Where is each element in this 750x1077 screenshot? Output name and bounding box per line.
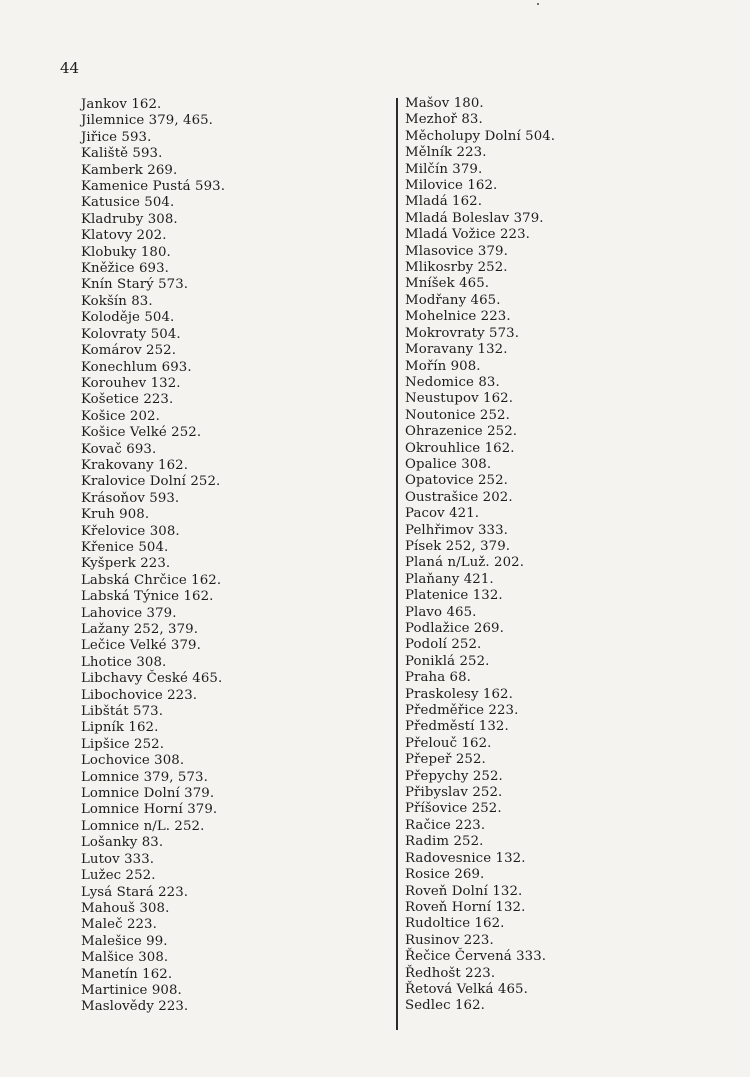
index-entry: Řečice Červená 333. <box>405 949 547 965</box>
index-entry: Krásoňov 593. <box>81 490 180 506</box>
index-entry: Přelouč 162. <box>405 735 492 751</box>
index-entry: Přepeř 252. <box>405 752 486 768</box>
index-entry: Manetín 162. <box>81 966 173 982</box>
index-entry: Mohelnice 223. <box>405 309 511 325</box>
index-entry: Radim 252. <box>405 834 484 850</box>
index-entry: Komárov 252. <box>81 343 177 359</box>
index-entry: Mladá 162. <box>405 194 483 210</box>
index-entry: Rosice 269. <box>405 867 485 883</box>
index-entry: Košice 202. <box>81 408 160 424</box>
index-entry: Libchavy České 465. <box>81 671 223 687</box>
index-entry: Mokrovraty 573. <box>405 325 520 341</box>
index-entry: Labská Chrčice 162. <box>81 572 222 588</box>
index-entry: Jankov 162. <box>81 97 162 112</box>
index-entry: Pacov 421. <box>405 506 480 522</box>
index-entry: Maleč 223. <box>81 917 157 933</box>
index-entry: Okrouhlice 162. <box>405 440 515 456</box>
index-entry: Kolovraty 504. <box>81 326 181 342</box>
index-entry: Klobuky 180. <box>81 244 171 260</box>
index-entry: Jilemnice 379, 465. <box>81 113 214 129</box>
index-entry: Rusinov 223. <box>405 932 494 948</box>
index-entry: Předměřice 223. <box>405 703 519 719</box>
index-entry: Roveň Horní 132. <box>405 899 526 915</box>
index-entry: Košetice 223. <box>81 392 174 408</box>
index-entry: Předměstí 132. <box>405 719 509 735</box>
index-entry: Kladruby 308. <box>81 211 178 227</box>
index-entry: Mašov 180. <box>405 96 484 111</box>
index-entry: Košice Velké 252. <box>81 425 202 441</box>
index-entry: Poniklá 252. <box>405 653 490 669</box>
index-entry: Jiřice 593. <box>81 129 152 145</box>
paper-speck <box>537 3 539 5</box>
index-entry: Nedomice 83. <box>405 374 500 390</box>
index-entry: Podlažice 269. <box>405 621 504 636</box>
index-entry: Písek 252, 379. <box>405 538 511 554</box>
index-entry: Libštát 573. <box>81 704 164 720</box>
index-entry: Oustrašice 202. <box>405 489 513 505</box>
index-entry: Knín Starý 573. <box>81 277 189 293</box>
index-entry: Radovesnice 132. <box>405 850 526 866</box>
left-index-column <box>81 97 225 1016</box>
index-entry: Kokšín 83. <box>81 293 153 309</box>
index-entry: Mezhoř 83. <box>405 112 483 128</box>
column-divider <box>396 98 398 1030</box>
index-entry: Lhotice 308. <box>81 654 167 670</box>
index-entry: Modřany 465. <box>405 292 501 308</box>
right-index-column <box>405 96 555 1015</box>
index-entry: Mělník 223. <box>405 145 487 161</box>
index-entry: Mahouš 308. <box>81 900 170 916</box>
index-entry: Praskolesy 162. <box>405 686 513 702</box>
index-entry: Martinice 908. <box>81 982 182 998</box>
index-entry: Řetová Velká 465. <box>405 981 528 997</box>
index-entry: Lipšice 252. <box>81 736 165 752</box>
index-entry: Platenice 132. <box>405 588 503 604</box>
index-entry: Lutov 333. <box>81 851 155 867</box>
index-entry: Lysá Stará 223. <box>81 884 189 900</box>
index-entry: Neustupov 162. <box>405 391 514 407</box>
index-entry: Kovač 693. <box>81 441 157 457</box>
index-entry: Pelhřimov 333. <box>405 522 509 538</box>
page-number: 44 <box>60 59 80 77</box>
index-entry: Lužec 252. <box>81 868 156 884</box>
index-entry: Korouhev 132. <box>81 375 181 391</box>
index-entry: Noutonice 252. <box>405 407 510 423</box>
index-entry: Kralovice Dolní 252. <box>81 474 221 490</box>
index-entry: Milovice 162. <box>405 178 498 194</box>
index-entry: Kaliště 593. <box>81 146 163 162</box>
index-entry: Mlikosrby 252. <box>405 260 508 276</box>
index-entry: Račice 223. <box>405 817 486 833</box>
index-entry: Lomnice n/L. 252. <box>81 818 205 834</box>
index-entry: Lochovice 308. <box>81 753 185 769</box>
index-entry: Mořín 908. <box>405 358 481 374</box>
index-entry: Praha 68. <box>405 670 471 686</box>
index-entry: Lipník 162. <box>81 720 159 736</box>
index-entry: Kamberk 269. <box>81 162 178 178</box>
index-entry: Krakovany 162. <box>81 457 189 473</box>
index-entry: Plavo 465. <box>405 604 477 620</box>
index-entry: Opatovice 252. <box>405 473 509 489</box>
index-entry: Milčín 379. <box>405 161 483 177</box>
index-entry: Kruh 908. <box>81 507 150 523</box>
index-entry: Křelovice 308. <box>81 523 180 539</box>
index-entry: Lahovice 379. <box>81 605 177 621</box>
index-entry: Labská Týnice 162. <box>81 589 214 605</box>
index-entry: Lomnice Dolní 379. <box>81 786 215 802</box>
index-entry: Plaňany 421. <box>405 571 494 587</box>
index-entry: Opalice 308. <box>405 456 492 472</box>
index-entry: Sedlec 162. <box>405 998 485 1014</box>
index-entry: Lomnice 379, 573. <box>81 769 208 785</box>
index-entry: Ředhošt 223. <box>405 965 496 981</box>
index-entry: Měcholupy Dolní 504. <box>405 128 556 144</box>
index-entry: Mladá Boleslav 379. <box>405 210 544 226</box>
index-entry: Podolí 252. <box>405 637 482 653</box>
index-entry: Lečice Velké 379. <box>81 638 201 654</box>
index-entry: Mladá Vožice 223. <box>405 227 530 243</box>
index-entry: Malšice 308. <box>81 950 169 966</box>
index-entry: Katusice 504. <box>81 195 175 211</box>
index-entry: Konechlum 693. <box>81 359 192 375</box>
index-entry: Koloděje 504. <box>81 310 175 326</box>
index-entry: Klatovy 202. <box>81 228 167 244</box>
index-entry: Mlasovice 379. <box>405 243 508 259</box>
index-entry: Kamenice Pustá 593. <box>81 179 226 195</box>
index-entry: Kněžice 693. <box>81 261 169 277</box>
index-entry: Malešice 99. <box>81 933 168 949</box>
index-entry: Ohrazenice 252. <box>405 424 518 440</box>
index-entry: Rudoltice 162. <box>405 916 505 932</box>
index-entry: Libochovice 223. <box>81 687 198 703</box>
index-entry: Přibyslav 252. <box>405 785 503 801</box>
index-entry: Lomnice Horní 379. <box>81 802 218 818</box>
index-entry: Mníšek 465. <box>405 276 490 292</box>
index-entry: Maslovědy 223. <box>81 999 189 1015</box>
index-entry: Příšovice 252. <box>405 801 502 817</box>
index-entry: Planá n/Luž. 202. <box>405 555 525 571</box>
index-entry: Křenice 504. <box>81 539 169 555</box>
index-entry: Lošanky 83. <box>81 835 164 851</box>
index-entry: Kyšperk 223. <box>81 556 171 572</box>
index-entry: Lažany 252, 379. <box>81 622 199 637</box>
index-entry: Roveň Dolní 132. <box>405 883 523 899</box>
index-entry: Přepychy 252. <box>405 768 503 784</box>
index-entry: Moravany 132. <box>405 342 508 358</box>
